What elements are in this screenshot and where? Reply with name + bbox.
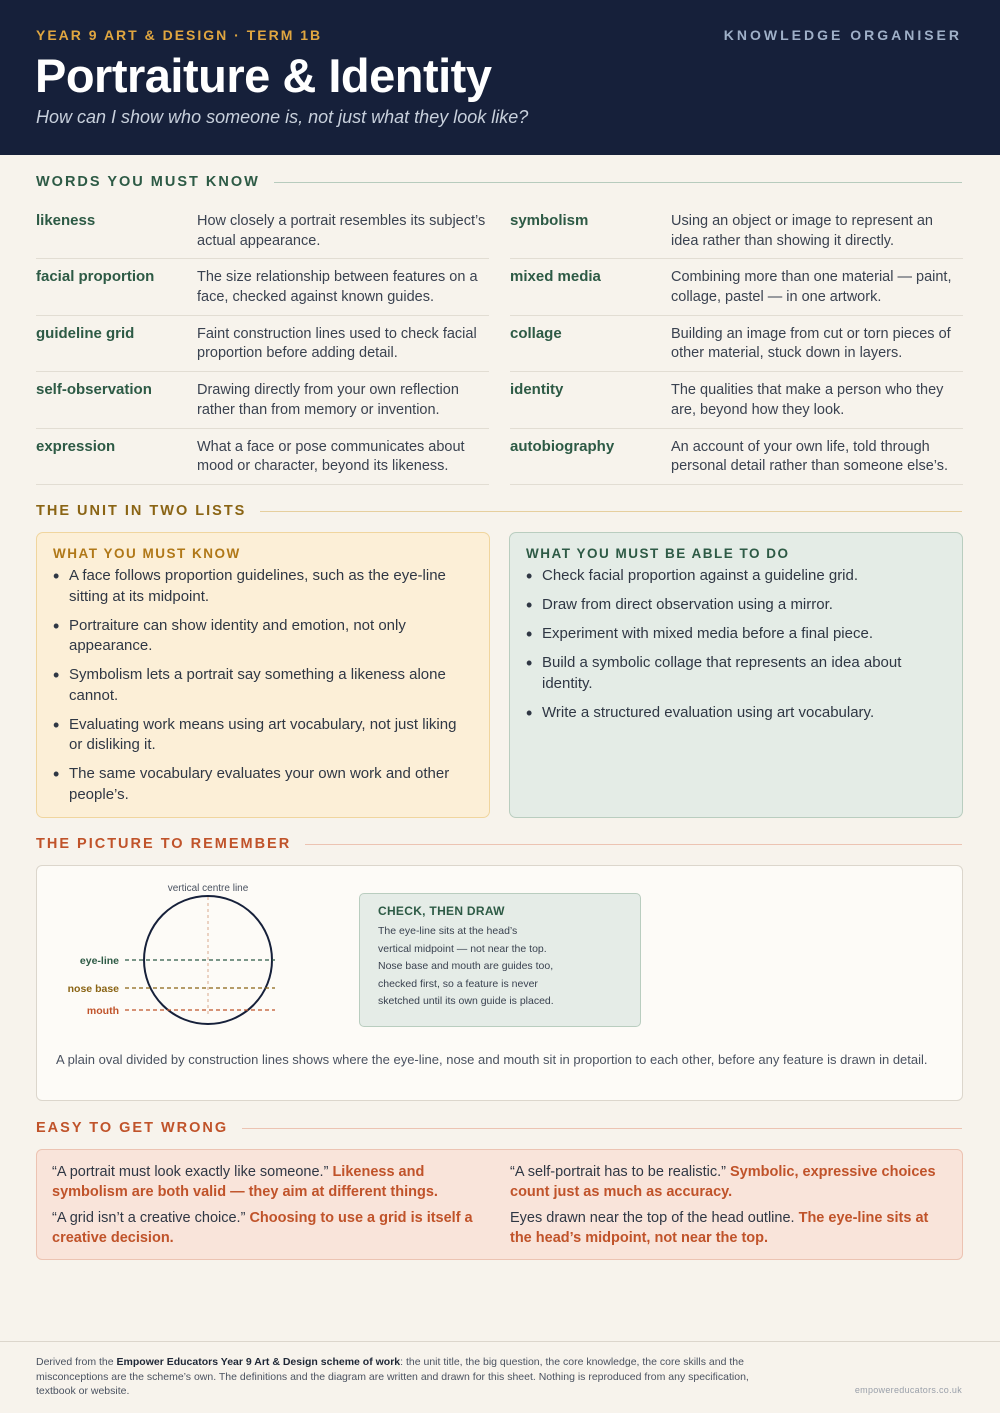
vocab-term: collage xyxy=(510,324,562,342)
picture-heading-rule xyxy=(305,844,962,845)
vocab-row xyxy=(510,316,963,372)
do-card xyxy=(509,532,963,818)
document-type-tag: KNOWLEDGE ORGANISER xyxy=(723,27,962,43)
know-card-title: WHAT YOU MUST KNOW xyxy=(53,546,241,561)
misconception-text: “A portrait must look exactly like someone.” xyxy=(52,1164,333,1180)
vocab-column-left xyxy=(36,203,489,485)
vocab-term: facial proportion xyxy=(36,268,155,286)
lists-heading-rule xyxy=(260,511,962,512)
misconception-item xyxy=(52,1209,492,1248)
list-item: • Check facial proportion against a guideline grid. xyxy=(526,566,946,587)
footer-site-link[interactable]: empowereducators.co.uk xyxy=(854,1385,962,1395)
list-item: • Portraiture can show identity and emotion, not only appearance. xyxy=(53,616,473,657)
misconceptions-right xyxy=(510,1163,950,1255)
callout-body xyxy=(378,923,622,1011)
know-list xyxy=(53,566,473,805)
source-note xyxy=(36,1355,766,1399)
misconception-item xyxy=(510,1163,950,1202)
big-question: How can I show who someone is, not just what they look like? xyxy=(36,107,529,127)
misconception-text: “A grid isn’t a creative choice.” xyxy=(52,1210,250,1226)
correction-text: Symbolic, expressive choices count just as much as accuracy. xyxy=(510,1164,936,1200)
misconceptions-left xyxy=(52,1163,492,1255)
vocab-heading-text: WORDS YOU MUST KNOW xyxy=(36,174,260,190)
vocab-section-heading xyxy=(36,174,962,190)
vocab-row xyxy=(36,259,489,315)
misconception-text: “A self-portrait has to be realistic.” xyxy=(510,1164,730,1180)
vertical-centre-label: vertical centre line xyxy=(167,883,249,894)
course-kicker: YEAR 9 ART & DESIGN · TERM 1B xyxy=(36,27,323,43)
list-item: • Experiment with mixed media before a final piece. xyxy=(526,624,946,645)
know-card xyxy=(36,532,490,818)
picture-section-heading xyxy=(36,836,962,852)
vocab-definition: Building an image from cut or torn pieces of other material, stuck down in layers. xyxy=(671,325,951,362)
diagram-caption: A plain oval divided by construction lines shows where the eye-line, nose and mouth sit in proportion to each other, before any feature is drawn in detail. xyxy=(56,1052,928,1067)
correction-text: Choosing to use a grid is itself a creative decision. xyxy=(52,1210,473,1246)
vocab-definition: The qualities that make a person who they are, beyond how they look. xyxy=(671,382,944,418)
wrong-section-heading xyxy=(36,1120,962,1136)
vocab-definition: The size relationship between features on a face, checked against known guides. xyxy=(197,269,478,305)
source-note-post: : the unit title, the big question, the core knowledge, the core skills and the misconceptions are the scheme’s own. The definitions and the diagram are written and drawn for this sheet. Nothing is reproduced from any specification, textbook or website. xyxy=(36,1356,749,1397)
callout-line: sketched until its own guide is placed. xyxy=(378,995,554,1007)
eye-line-label: eye-line xyxy=(79,955,119,967)
vocab-row xyxy=(36,203,489,259)
picture-heading-text: THE PICTURE TO REMEMBER xyxy=(36,836,292,852)
vocab-row xyxy=(510,372,963,428)
vocab-term: guideline grid xyxy=(36,324,135,342)
vocab-row xyxy=(36,316,489,372)
vocab-definition: Faint construction lines used to check facial proportion before adding detail. xyxy=(197,325,477,362)
lists-section-heading xyxy=(36,503,962,519)
list-item: • Symbolism lets a portrait say something a likeness alone cannot. xyxy=(53,665,473,706)
callout-line: checked first, so a feature is never xyxy=(378,977,538,990)
vocab-term: symbolism xyxy=(510,212,589,229)
correction-text: The eye-line sits at the head’s midpoint, not near the top. xyxy=(510,1210,929,1246)
vocab-heading-rule xyxy=(274,182,962,183)
misconception-item xyxy=(510,1209,950,1248)
callout-line: vertical midpoint — not near the top. xyxy=(378,942,547,955)
vocab-term: likeness xyxy=(36,212,96,229)
nose-base-label: nose base xyxy=(67,983,119,995)
callout-line: The eye-line sits at the head’s xyxy=(378,925,518,937)
check-then-draw-callout xyxy=(359,893,641,1027)
page-footer xyxy=(0,1341,1000,1413)
wrong-heading-rule xyxy=(242,1128,962,1129)
vocab-row xyxy=(510,203,963,259)
list-item: • Evaluating work means using art vocabulary, not just liking or disliking it. xyxy=(53,715,473,756)
vocab-row xyxy=(510,429,963,485)
vocab-column-right xyxy=(510,203,963,485)
picture-panel xyxy=(36,865,963,1101)
vocab-definition: An account of your own life, told through personal detail rather than someone else’s. xyxy=(671,438,949,475)
list-item: • The same vocabulary evaluates your own work and other people’s. xyxy=(53,764,473,805)
vocab-term: self-observation xyxy=(36,381,152,399)
misconception-item xyxy=(52,1163,492,1202)
page-title: Portraiture & Identity xyxy=(35,49,492,102)
mouth-label: mouth xyxy=(86,1005,119,1017)
list-item: • Write a structured evaluation using art vocabulary. xyxy=(526,703,946,724)
vocab-term: mixed media xyxy=(510,268,601,286)
lists-heading-text: THE UNIT IN TWO LISTS xyxy=(36,503,247,519)
callout-title: CHECK, THEN DRAW xyxy=(378,904,505,918)
list-item: • Build a symbolic collage that represents an idea about identity. xyxy=(526,653,946,694)
correction-text: Likeness and symbolism are both valid — they aim at different things. xyxy=(52,1164,438,1200)
vocab-row xyxy=(36,429,489,485)
vocab-term: autobiography xyxy=(510,437,615,455)
list-item: • Draw from direct observation using a mirror. xyxy=(526,595,946,616)
vocab-definition: How closely a portrait resembles its subject’s actual appearance. xyxy=(197,213,486,249)
do-card-title: WHAT YOU MUST BE ABLE TO DO xyxy=(526,546,790,561)
vocab-term: identity xyxy=(510,381,564,399)
vocab-row xyxy=(510,259,963,315)
source-note-scheme: Empower Educators Year 9 Art & Design scheme of work xyxy=(116,1356,401,1368)
wrong-heading-text: EASY TO GET WRONG xyxy=(36,1120,229,1136)
vocab-definition: Combining more than one material — paint, collage, pastel — in one artwork. xyxy=(671,269,952,305)
vocab-term: expression xyxy=(36,437,116,455)
vocab-row xyxy=(36,372,489,428)
source-note-pre: Derived from the xyxy=(36,1356,117,1368)
misconceptions-panel xyxy=(36,1149,963,1260)
misconception-text: Eyes drawn near the top of the head outline. xyxy=(510,1210,799,1226)
vocab-definition: What a face or pose communicates about mood or character, beyond its likeness. xyxy=(197,438,465,475)
face-proportion-diagram xyxy=(47,876,347,1046)
list-item: • A face follows proportion guidelines, such as the eye-line sitting at its midpoint. xyxy=(53,566,473,607)
vocab-definition: Drawing directly from your own reflection rather than from memory or invention. xyxy=(197,382,459,418)
page-header xyxy=(0,0,1000,155)
vocab-definition: Using an object or image to represent an idea rather than showing it directly. xyxy=(671,213,933,249)
callout-line: Nose base and mouth are guides too, xyxy=(378,960,554,972)
do-list xyxy=(526,566,946,723)
